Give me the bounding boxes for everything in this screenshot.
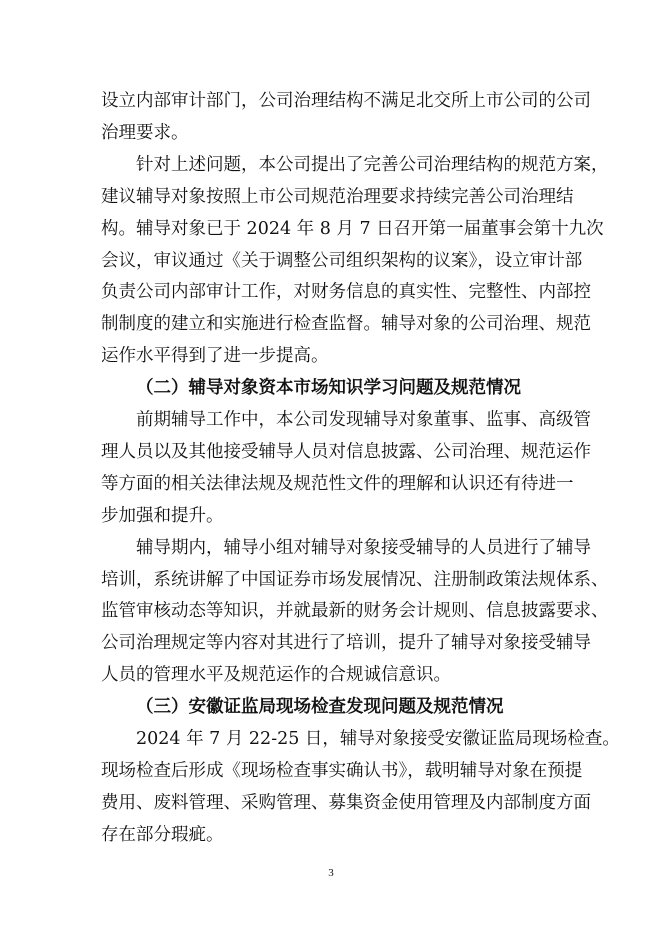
paragraph-line: 设立内部审计部门，公司治理结构不满足北交所上市公司的公司 <box>101 91 591 111</box>
paragraph-line: 2024 年 7 月 22-25 日，辅导对象接受安徽证监局现场检查。 <box>136 729 620 749</box>
paragraph-line: 存在部分瑕疵。 <box>101 825 224 845</box>
paragraph-line: 针对上述问题，本公司提出了完善公司治理结构的规范方案， <box>136 155 609 175</box>
paragraph-line: 会议，审议通过《关于调整公司组织架构的议案》，设立审计部 <box>101 251 583 271</box>
section-heading: （二）辅导对象资本市场知识学习问题及规范情况 <box>136 378 521 398</box>
page-number: 3 <box>328 867 334 879</box>
paragraph-line: 培训，系统讲解了中国证券市场发展情况、注册制政策法规体系、 <box>101 570 609 590</box>
paragraph-line: 费用、废料管理、采购管理、募集资金使用管理及内部制度方面 <box>101 793 591 813</box>
paragraph-line: 治理要求。 <box>101 123 189 143</box>
paragraph-line: 制制度的建立和实施进行检查监督。辅导对象的公司治理、规范 <box>101 314 591 334</box>
paragraph-line: 辅导期内，辅导小组对辅导对象接受辅导的人员进行了辅导 <box>136 538 591 558</box>
paragraph-line: 理人员以及其他接受辅导人员对信息披露、公司治理、规范运作 <box>101 442 591 462</box>
paragraph-line: 构。辅导对象已于 2024 年 8 月 7 日召开第一届董事会第十九次 <box>101 219 604 239</box>
paragraph-line: 现场检查后形成《现场检查事实确认书》，载明辅导对象在预提 <box>101 761 583 781</box>
paragraph-line: 前期辅导工作中，本公司发现辅导对象董事、监事、高级管 <box>136 410 591 430</box>
paragraph-line: 人员的管理水平及规范运作的合规诚信意识。 <box>101 665 451 685</box>
paragraph-line: 步加强和提升。 <box>101 506 224 526</box>
paragraph-line: 等方面的相关法律法规及规范性文件的理解和认识还有待进一 <box>101 474 574 494</box>
section-heading: （三）安徽证监局现场检查发现问题及规范情况 <box>136 697 504 717</box>
paragraph-line: 负责公司内部审计工作，对财务信息的真实性、完整性、内部控 <box>101 282 591 302</box>
paragraph-line: 运作水平得到了进一步提高。 <box>101 346 329 366</box>
paragraph-line: 监管审核动态等知识，并就最新的财务会计规则、信息披露要求、 <box>101 601 609 621</box>
paragraph-line: 建议辅导对象按照上市公司规范治理要求持续完善公司治理结 <box>101 187 574 207</box>
paragraph-line: 公司治理规定等内容对其进行了培训，提升了辅导对象接受辅导 <box>101 633 591 653</box>
